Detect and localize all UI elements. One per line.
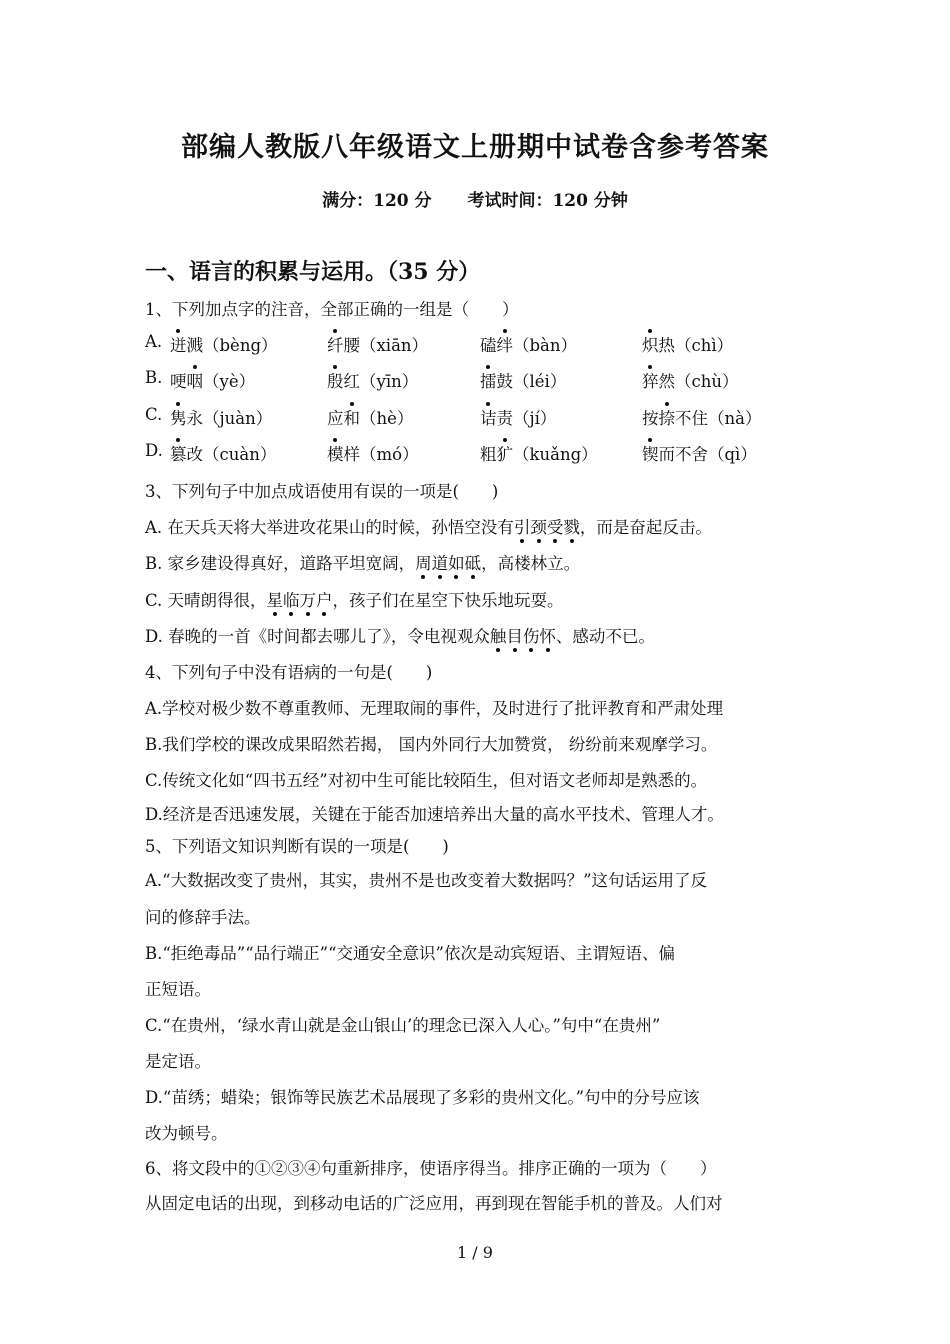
word-part: （yè） — [203, 372, 256, 391]
dotted-char: 炽 — [642, 332, 659, 356]
pinyin-option — [480, 368, 566, 392]
full-score: 满分：120 分 — [322, 191, 432, 211]
dotted-char: 殷 — [327, 368, 344, 392]
question-4-stem: 4、下列句子中没有语病的一句是( ) — [145, 663, 433, 682]
question-6-stem: 6、将文段中的①②③④句重新排序，使语序得当。排序正确的一项为（ ） — [145, 1159, 717, 1178]
dotted-char: 道 — [432, 550, 449, 574]
question-3-option-c — [145, 587, 564, 611]
word-part: 哽 — [170, 372, 187, 391]
dotted-char: 绊 — [497, 332, 514, 356]
dotted-char: 怀 — [539, 623, 556, 647]
dotted-char: 目 — [506, 623, 523, 647]
option-text: D. 春晚的一首《时间都去哪儿了》，令电视观众 — [145, 627, 490, 646]
pinyin-option — [642, 405, 761, 429]
option-text: B. 家乡建设得真好，道路平坦宽阔， — [145, 554, 416, 573]
question-3-option-d — [145, 623, 655, 647]
page-title: 部编人教版八年级语文上册期中试卷含参考答案 — [181, 132, 769, 163]
pinyin-option — [480, 332, 577, 356]
option-text: ，孩子们在星空下快乐地玩耍。 — [332, 591, 564, 610]
pinyin-option — [327, 332, 428, 356]
question-5-option-b-cont: 正短语。 — [145, 980, 211, 999]
dotted-char: 和 — [344, 405, 361, 429]
dotted-char: 引 — [514, 514, 531, 538]
word-part: 应 — [327, 409, 344, 428]
question-1-stem: 1、下列加点字的注音，全部正确的一组是（ ） — [145, 300, 519, 319]
question-4-option-d: D.经济是否迅速发展，关键在于能否加速培养出大量的高水平技术、管理人才。 — [145, 805, 724, 824]
word-part: 鼓（léi） — [496, 372, 567, 391]
option-label: C. — [145, 405, 163, 424]
option-text: C. 天晴朗得很， — [145, 591, 267, 610]
question-3-option-b — [145, 550, 580, 574]
dotted-idiom — [490, 627, 556, 646]
dotted-char: 擂 — [480, 368, 497, 392]
word-part: （hè） — [360, 409, 414, 428]
dotted-char: 咽 — [187, 368, 204, 392]
section-heading: 一、语言的积累与运用。（35 分） — [145, 259, 481, 285]
question-5-option-c-cont: 是定语。 — [145, 1052, 211, 1071]
dotted-char: 篡 — [170, 441, 187, 465]
pinyin-option — [170, 368, 255, 392]
question-4-option-b: B.我们学校的课改成果昭然若揭， 国内外同行大加赞赏， 纷纷前来观摩学习。 — [145, 735, 718, 754]
word-part: 改（cuàn） — [186, 445, 277, 464]
word-part: 腰（xiān） — [343, 336, 429, 355]
dotted-char: 犷 — [497, 441, 514, 465]
page-number: 1 / 9 — [457, 1243, 493, 1262]
word-part: 样（mó） — [343, 445, 419, 464]
question-5-option-c: C.“在贵州，‘绿水青山就是金山银山’的理念已深入人心。”句中“在贵州” — [145, 1016, 661, 1035]
word-part: 热（chì） — [658, 336, 734, 355]
word-part: 永（juàn） — [186, 409, 273, 428]
dotted-char: 诘 — [480, 405, 497, 429]
pinyin-option — [642, 332, 733, 356]
pinyin-option — [327, 405, 413, 429]
dotted-char: 迸 — [170, 332, 187, 356]
option-text: A. 在天兵天将大举进攻花果山的时候，孙悟空没有 — [145, 518, 514, 537]
dotted-char: 万 — [300, 587, 317, 611]
question-3-stem: 3、下列句子中加点成语使用有误的一项是( ) — [145, 482, 499, 501]
dotted-idiom — [415, 554, 481, 573]
question-4-option-c: C.传统文化如“四书五经”对初中生可能比较陌生，但对语文老师却是熟悉的。 — [145, 771, 708, 790]
option-text: 、感动不已。 — [555, 627, 655, 646]
dotted-char: 临 — [283, 587, 300, 611]
dotted-char: 颈 — [530, 514, 547, 538]
question-5-option-d-cont: 改为顿号。 — [145, 1124, 228, 1143]
pinyin-option — [170, 332, 278, 356]
dotted-char: 伤 — [523, 623, 540, 647]
dotted-char: 纤 — [327, 332, 344, 356]
dotted-idiom — [267, 591, 333, 610]
question-4-option-a: A.学校对极少数不尊重教师、无理取闹的事件，及时进行了批评教育和严肃处理 — [145, 699, 724, 718]
word-part: 而不舍（qì） — [658, 445, 757, 464]
pinyin-option — [642, 368, 739, 392]
pinyin-option — [642, 441, 757, 465]
question-3-option-a — [145, 514, 712, 538]
dotted-char: 砥 — [465, 550, 482, 574]
question-6-passage: 从固定电话的出现，到移动电话的广泛应用，再到现在智能手机的普及。人们对 — [145, 1194, 723, 1213]
exam-meta — [0, 186, 950, 211]
word-part: 粗 — [480, 445, 497, 464]
word-part: （bàn） — [513, 336, 578, 355]
dotted-char: 周 — [415, 550, 432, 574]
option-text: ，高楼林立。 — [481, 554, 581, 573]
option-text: ，而是奋起反击。 — [579, 518, 712, 537]
word-part: 然（chù） — [658, 372, 739, 391]
word-part: 按 — [642, 409, 659, 428]
dotted-char: 触 — [490, 623, 507, 647]
pinyin-option — [170, 405, 272, 429]
option-label: B. — [145, 368, 163, 387]
dotted-char: 捺 — [659, 405, 676, 429]
word-part: 磕 — [480, 336, 497, 355]
word-part: 红（yīn） — [343, 372, 419, 391]
option-label: A. — [145, 332, 163, 351]
dotted-idiom — [514, 518, 580, 537]
word-part: （kuǎng） — [513, 445, 598, 464]
dotted-char: 锲 — [642, 441, 659, 465]
pinyin-option — [327, 368, 418, 392]
question-5-option-a: A.“大数据改变了贵州，其实，贵州不是也改变着大数据吗？”这句话运用了反 — [145, 871, 708, 890]
option-label: D. — [145, 441, 163, 460]
question-5-option-a-cont: 问的修辞手法。 — [145, 908, 261, 927]
dotted-char: 户 — [316, 587, 333, 611]
dotted-char: 戮 — [563, 514, 580, 538]
pinyin-option — [170, 441, 276, 465]
pinyin-option — [480, 405, 556, 429]
dotted-char: 猝 — [642, 368, 659, 392]
dotted-char: 星 — [267, 587, 284, 611]
word-part: 不住（nà） — [675, 409, 762, 428]
exam-time: 考试时间：120 分钟 — [467, 191, 628, 211]
question-5-option-b: B.“拒绝毒品”“品行端正”“交通安全意识”依次是动宾短语、主谓短语、偏 — [145, 944, 675, 963]
question-5-option-d: D.“苗绣；蜡染；银饰等民族艺术品展现了多彩的贵州文化。”句中的分号应该 — [145, 1088, 700, 1107]
word-part: 责（jí） — [496, 409, 557, 428]
question-5-stem: 5、下列语文知识判断有误的一项是( ) — [145, 837, 449, 856]
dotted-char: 隽 — [170, 405, 187, 429]
pinyin-option — [480, 441, 598, 465]
dotted-char: 如 — [448, 550, 465, 574]
dotted-char: 受 — [547, 514, 564, 538]
dotted-char: 模 — [327, 441, 344, 465]
word-part: 溅（bèng） — [186, 336, 278, 355]
pinyin-option — [327, 441, 419, 465]
